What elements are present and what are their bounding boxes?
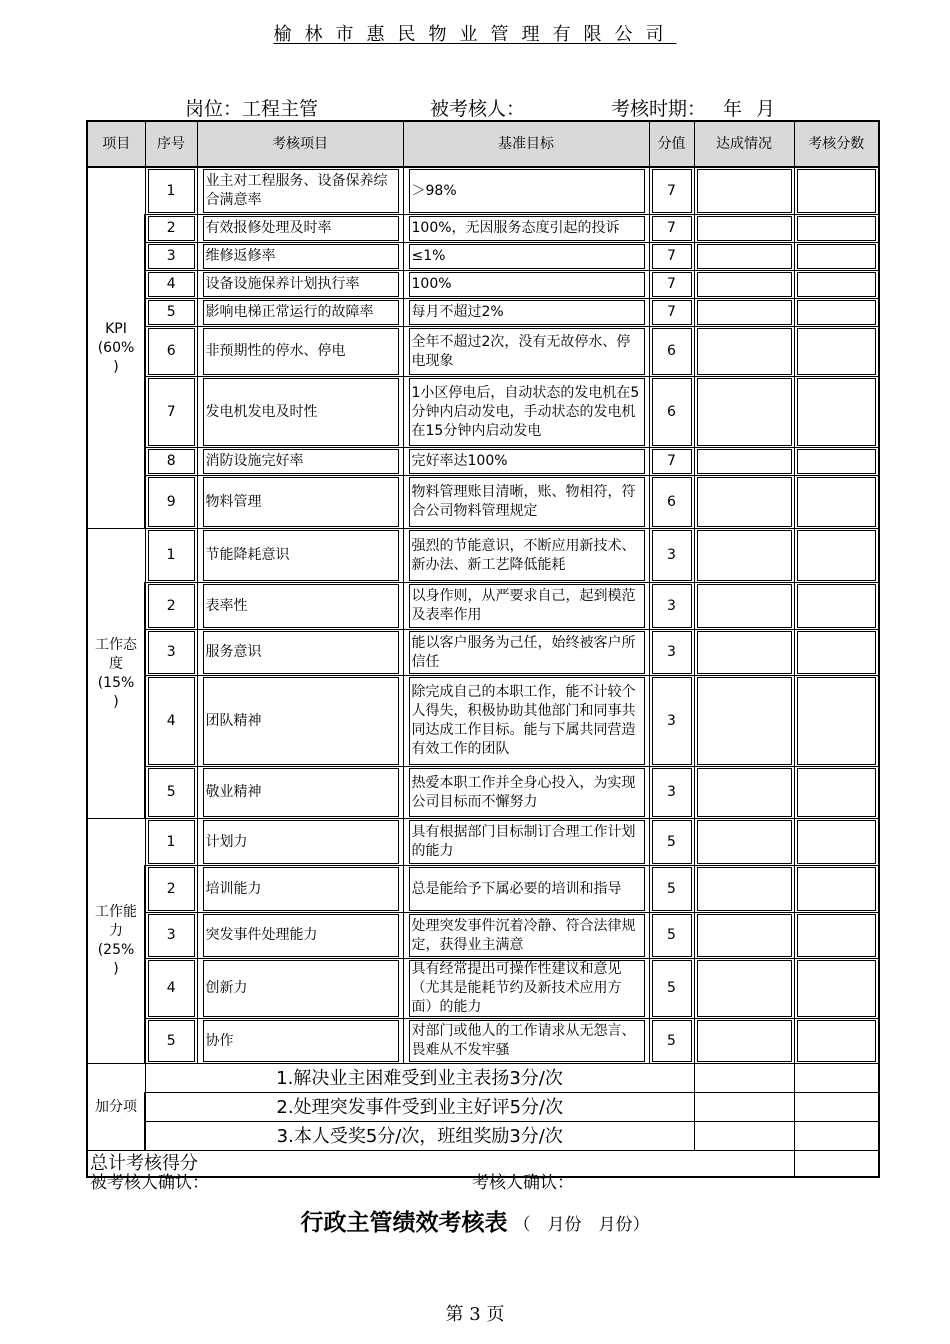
assessment-score-cell-box — [797, 960, 877, 1017]
bonus-achievement-cell[interactable] — [694, 1093, 794, 1122]
benchmark-target — [403, 959, 649, 1019]
assessment-score-cell[interactable] — [794, 913, 879, 959]
benchmark-target — [403, 476, 649, 529]
assessment-item-text: 表率性 — [205, 597, 248, 614]
header-category: 项目 — [87, 121, 145, 167]
row-number-text: 9 — [166, 493, 176, 510]
row-number-text: 3 — [166, 927, 176, 943]
benchmark-target — [403, 583, 649, 630]
score-value-text: 7 — [667, 276, 676, 292]
assessment-item-text: 突发事件处理能力 — [205, 927, 318, 943]
achievement-cell-box — [697, 768, 792, 817]
score-value-text: 5 — [667, 1032, 676, 1049]
score-value-text: 5 — [667, 980, 676, 996]
assessment-score-cell-box — [797, 272, 877, 297]
assessment-item — [197, 529, 403, 583]
score-value — [649, 819, 694, 866]
benchmark-target-text: 完好率达100% — [411, 453, 508, 469]
assessment-item-text: 设备设施保养计划执行率 — [205, 276, 360, 292]
table-row — [87, 583, 879, 630]
assessor-confirm: 考核人确认： — [472, 1173, 574, 1193]
row-number-text: 2 — [166, 597, 176, 614]
assessment-score-cell-box — [797, 631, 877, 674]
assessment-score-cell[interactable] — [794, 271, 879, 299]
year-month-label: 年 月 — [723, 98, 776, 120]
achievement-cell-box — [697, 169, 792, 213]
assessment-item — [197, 583, 403, 630]
assessment-score-cell[interactable] — [794, 959, 879, 1019]
benchmark-target — [403, 448, 649, 476]
benchmark-target — [403, 327, 649, 377]
row-number — [145, 529, 197, 583]
achievement-cell-box — [697, 677, 792, 765]
row-number-text: 5 — [166, 304, 176, 320]
table-row — [87, 767, 879, 819]
benchmark-target-text: 具有根据部门目标制订合理工作计划的能力 — [411, 824, 636, 859]
header-item: 考核项目 — [197, 121, 403, 167]
score-value-text: 7 — [667, 453, 676, 469]
table-row — [87, 243, 879, 271]
assessment-item — [197, 819, 403, 866]
achievement-cell[interactable] — [694, 866, 794, 913]
assessment-score-cell[interactable] — [794, 377, 879, 448]
assessment-score-cell[interactable] — [794, 676, 879, 767]
row-number — [145, 299, 197, 327]
achievement-cell-box — [697, 328, 792, 375]
assessment-item-text: 影响电梯正常运行的故障率 — [205, 304, 374, 320]
achievement-cell[interactable] — [694, 767, 794, 819]
benchmark-target — [403, 1019, 649, 1064]
benchmark-target — [403, 630, 649, 676]
period-label: 考核时期： — [611, 98, 707, 120]
assessment-score-cell-box — [797, 169, 877, 213]
row-number — [145, 959, 197, 1019]
assessment-item-text: 物料管理 — [205, 493, 262, 510]
footer-title — [0, 1204, 950, 1237]
bonus-row — [87, 1093, 879, 1122]
row-number — [145, 167, 197, 215]
achievement-cell-box — [697, 631, 792, 674]
row-number — [145, 583, 197, 630]
score-value-text: 5 — [667, 880, 676, 897]
table-row — [87, 167, 879, 215]
score-value — [649, 583, 694, 630]
bonus-category: 加分项 — [87, 1064, 145, 1151]
table-row — [87, 299, 879, 327]
score-value-text: 3 — [667, 644, 676, 660]
achievement-cell[interactable] — [694, 630, 794, 676]
score-value — [649, 271, 694, 299]
benchmark-target-text: 全年不超过2次，没有无故停水、停电现象 — [411, 333, 631, 369]
assessment-item-text: 业主对工程服务、设备保养综合满意率 — [205, 173, 388, 208]
row-number — [145, 630, 197, 676]
assessment-score-cell-box — [797, 584, 877, 628]
assessment-score-cell-box — [797, 328, 877, 375]
footer-title-main: 行政主管绩效考核表 — [300, 1210, 508, 1236]
achievement-cell[interactable] — [694, 448, 794, 476]
assessment-score-cell[interactable] — [794, 476, 879, 529]
assessee-confirm: 被考核人确认： — [90, 1173, 209, 1193]
score-value-text: 7 — [667, 248, 676, 264]
benchmark-target-text: 对部门或他人的工作请求从无怨言、畏难从不发牢骚 — [411, 1023, 636, 1058]
assessment-score-cell-box — [797, 216, 877, 241]
total-score-cell[interactable] — [794, 1151, 879, 1177]
row-number — [145, 676, 197, 767]
assessment-item-text: 敬业精神 — [205, 784, 262, 800]
achievement-cell[interactable] — [694, 913, 794, 959]
row-number — [145, 866, 197, 913]
assessment-item — [197, 1019, 403, 1064]
benchmark-target — [403, 913, 649, 959]
row-number-text: 3 — [166, 644, 176, 660]
row-number — [145, 327, 197, 377]
row-number-text: 8 — [166, 453, 176, 469]
score-value — [649, 676, 694, 767]
assessment-item — [197, 327, 403, 377]
benchmark-target — [403, 243, 649, 271]
table-row — [87, 215, 879, 243]
score-value — [649, 327, 694, 377]
assessment-item-text: 计划力 — [205, 833, 248, 850]
assessment-score-cell[interactable] — [794, 327, 879, 377]
score-value-text: 3 — [667, 784, 676, 800]
score-value — [649, 959, 694, 1019]
row-number — [145, 377, 197, 448]
assessment-score-cell-box — [797, 768, 877, 817]
row-number-text: 4 — [166, 276, 176, 292]
row-number-text: 3 — [166, 248, 176, 264]
table-row — [87, 913, 879, 959]
total-label: 总计考核得分 — [87, 1151, 794, 1177]
table-row — [87, 448, 879, 476]
achievement-cell-box — [697, 449, 792, 474]
achievement-cell-box — [697, 584, 792, 628]
score-value — [649, 630, 694, 676]
bonus-score-cell[interactable] — [794, 1093, 879, 1122]
table-header-row — [87, 121, 879, 167]
row-number-text: 1 — [166, 182, 176, 199]
assessment-item-text: 培训能力 — [205, 880, 262, 897]
score-value — [649, 377, 694, 448]
assessment-item — [197, 299, 403, 327]
achievement-cell[interactable] — [694, 1019, 794, 1064]
benchmark-target-text: 以身作则，从严要求自己，起到模范及表率作用 — [411, 588, 636, 623]
score-value-text: 7 — [667, 182, 676, 199]
achievement-cell[interactable] — [694, 215, 794, 243]
table-row — [87, 866, 879, 913]
assessment-score-cell-box — [797, 914, 877, 957]
benchmark-target — [403, 299, 649, 327]
score-value-text: 7 — [667, 304, 676, 320]
assessment-item — [197, 167, 403, 215]
achievement-cell-box — [697, 216, 792, 241]
bonus-score-cell[interactable] — [794, 1122, 879, 1151]
achievement-cell[interactable] — [694, 327, 794, 377]
category-cell: 工作态 度 (15% ) — [87, 529, 145, 819]
company-name: 榆林市惠民物业管理有限公司 — [273, 24, 677, 45]
score-value — [649, 866, 694, 913]
achievement-cell[interactable] — [694, 819, 794, 866]
row-number — [145, 243, 197, 271]
benchmark-target-text: 总是能给予下属必要的培训和指导 — [411, 880, 622, 897]
assessment-item — [197, 243, 403, 271]
assessment-score-cell[interactable] — [794, 215, 879, 243]
benchmark-target — [403, 676, 649, 767]
row-number-text: 2 — [166, 880, 176, 897]
benchmark-target — [403, 271, 649, 299]
benchmark-target — [403, 529, 649, 583]
achievement-cell[interactable] — [694, 299, 794, 327]
table-row — [87, 377, 879, 448]
achievement-cell[interactable] — [694, 167, 794, 215]
assessment-item — [197, 215, 403, 243]
benchmark-target — [403, 767, 649, 819]
score-value-text: 6 — [667, 403, 676, 420]
table-row — [87, 1019, 879, 1064]
achievement-cell-box — [697, 914, 792, 957]
bonus-row — [87, 1064, 879, 1093]
category-cell: 工作能 力 (25% ) — [87, 819, 145, 1064]
assessment-score-cell-box — [797, 677, 877, 765]
assessment-item-text: 节能降耗意识 — [205, 547, 290, 563]
row-number — [145, 476, 197, 529]
benchmark-target — [403, 866, 649, 913]
benchmark-target-text: 每月不超过2% — [411, 304, 504, 320]
achievement-cell-box — [697, 530, 792, 581]
assessment-item — [197, 767, 403, 819]
bonus-score-cell[interactable] — [794, 1064, 879, 1093]
page-number: 第 3 页 — [445, 1304, 505, 1325]
assessment-score-cell-box — [797, 820, 877, 864]
assessment-item — [197, 866, 403, 913]
assessment-score-cell-box — [797, 1020, 877, 1062]
assessment-score-cell[interactable] — [794, 243, 879, 271]
assessment-score-cell-box — [797, 378, 877, 446]
assessment-score-cell-box — [797, 244, 877, 269]
score-value-text: 3 — [667, 547, 676, 563]
row-number — [145, 448, 197, 476]
achievement-cell-box — [697, 867, 792, 911]
benchmark-target-text: ＞98% — [411, 182, 457, 199]
bonus-item: 2.处理突发事件受到业主好评5分/次 — [145, 1093, 694, 1122]
assessment-table — [86, 120, 880, 1178]
score-value — [649, 243, 694, 271]
achievement-cell-box — [697, 378, 792, 446]
assessment-item-text: 发电机发电及时性 — [205, 403, 318, 420]
achievement-cell[interactable] — [694, 243, 794, 271]
row-number-text: 5 — [166, 784, 176, 800]
row-number — [145, 819, 197, 866]
assessment-item — [197, 271, 403, 299]
assessment-score-cell[interactable] — [794, 767, 879, 819]
table-row — [87, 327, 879, 377]
assessment-item-text: 创新力 — [205, 980, 248, 996]
benchmark-target-text: 强烈的节能意识，不断应用新技术、新办法、新工艺降低能耗 — [411, 537, 636, 573]
benchmark-target-text: 100% — [411, 276, 452, 292]
benchmark-target-text: 物料管理账目清晰，账、物相符，符合公司物料管理规定 — [411, 484, 636, 519]
assessment-score-cell-box — [797, 530, 877, 581]
assessment-score-cell[interactable] — [794, 583, 879, 630]
table-row — [87, 819, 879, 866]
table-row — [87, 476, 879, 529]
table-row — [87, 676, 879, 767]
benchmark-target-text: 具有经常提出可操作性建议和意见（尤其是能耗节约及新技术应用方面）的能力 — [411, 961, 622, 1015]
score-value — [649, 529, 694, 583]
assessment-item — [197, 476, 403, 529]
assessment-item-text: 服务意识 — [205, 644, 262, 660]
achievement-cell-box — [697, 300, 792, 325]
achievement-cell[interactable] — [694, 583, 794, 630]
row-number-text: 6 — [166, 343, 176, 359]
assessment-item — [197, 913, 403, 959]
score-value — [649, 767, 694, 819]
bonus-row — [87, 1122, 879, 1151]
assessment-score-cell[interactable] — [794, 167, 879, 215]
row-number-text: 2 — [166, 220, 176, 236]
achievement-cell-box — [697, 272, 792, 297]
achievement-cell-box — [697, 960, 792, 1017]
row-number — [145, 271, 197, 299]
benchmark-target-text: 热爱本职工作并全身心投入，为实现公司目标而不懈努力 — [411, 774, 636, 810]
achievement-cell[interactable] — [694, 377, 794, 448]
achievement-cell-box — [697, 1020, 792, 1062]
benchmark-target — [403, 819, 649, 866]
table-row — [87, 271, 879, 299]
assessment-item-text: 协作 — [205, 1032, 234, 1049]
score-value-text: 7 — [667, 220, 676, 236]
table-row — [87, 630, 879, 676]
bonus-item: 3.本人受奖5分/次，班组奖励3分/次 — [145, 1122, 694, 1151]
benchmark-target-text: 除完成自己的本职工作，能不计较个人得失，积极协助其他部门和同事共同达成工作目标。能与下属共同营造有效工作的团队 — [411, 684, 636, 757]
assessment-item — [197, 676, 403, 767]
achievement-cell-box — [697, 244, 792, 269]
row-number-text: 1 — [166, 547, 176, 563]
achievement-cell-box — [697, 477, 792, 527]
row-number — [145, 913, 197, 959]
header-achievement: 达成情况 — [694, 121, 794, 167]
bonus-achievement-cell[interactable] — [694, 1064, 794, 1093]
score-value — [649, 215, 694, 243]
row-number-text: 7 — [166, 403, 176, 420]
position-label: 岗位：工程主管 — [185, 98, 319, 120]
assessment-score-cell[interactable] — [794, 819, 879, 866]
footer-title-sub: （ 月份 月份） — [513, 1215, 650, 1235]
benchmark-target — [403, 377, 649, 448]
achievement-cell[interactable] — [694, 529, 794, 583]
row-number-text: 4 — [166, 980, 176, 996]
table-body — [87, 167, 879, 1177]
score-value-text: 3 — [667, 712, 676, 729]
score-value — [649, 913, 694, 959]
assessment-score-cell-box — [797, 477, 877, 527]
row-number-text: 5 — [166, 1032, 176, 1049]
assessment-item-text: 消防设施完好率 — [205, 453, 304, 469]
score-value-text: 6 — [667, 343, 676, 359]
bonus-item: 1.解决业主困难受到业主表扬3分/次 — [145, 1064, 694, 1093]
row-number-text: 1 — [166, 833, 176, 850]
header-score: 分值 — [649, 121, 694, 167]
score-value-text: 3 — [667, 597, 676, 614]
benchmark-target-text: 100%，无因服务态度引起的投诉 — [411, 220, 620, 236]
benchmark-target — [403, 167, 649, 215]
score-value — [649, 167, 694, 215]
score-value — [649, 299, 694, 327]
assessment-item — [197, 630, 403, 676]
assessment-item-text: 团队精神 — [205, 712, 262, 729]
row-number-text: 4 — [166, 712, 176, 729]
achievement-cell[interactable] — [694, 476, 794, 529]
assessment-item-text: 维修返修率 — [205, 248, 276, 264]
achievement-cell[interactable] — [694, 271, 794, 299]
assessment-score-cell[interactable] — [794, 448, 879, 476]
category-cell: KPI (60% ) — [87, 167, 145, 529]
assessment-item — [197, 959, 403, 1019]
assessment-score-cell[interactable] — [794, 866, 879, 913]
benchmark-target-text: 1小区停电后，自动状态的发电机在5分钟内启动发电，手动状态的发电机在15分钟内启动发电 — [411, 384, 640, 439]
assessee-label: 被考核人： — [430, 98, 526, 120]
assessment-score-cell-box — [797, 867, 877, 911]
score-value — [649, 1019, 694, 1064]
assessment-item — [197, 448, 403, 476]
score-value — [649, 476, 694, 529]
score-value-text: 5 — [667, 927, 676, 943]
assessment-item — [197, 377, 403, 448]
score-value-text: 6 — [667, 493, 676, 510]
assessment-score-cell[interactable] — [794, 630, 879, 676]
assessment-item-text: 有效报修处理及时率 — [205, 220, 332, 236]
row-number — [145, 1019, 197, 1064]
score-value-text: 5 — [667, 833, 676, 850]
row-number — [145, 215, 197, 243]
achievement-cell[interactable] — [694, 959, 794, 1019]
benchmark-target-text: ≤1% — [411, 248, 446, 264]
benchmark-target — [403, 215, 649, 243]
bonus-achievement-cell[interactable] — [694, 1122, 794, 1151]
assessment-score-cell-box — [797, 449, 877, 474]
assessment-score-cell[interactable] — [794, 529, 879, 583]
benchmark-target-text: 处理突发事件沉着冷静、符合法律规定，获得业主满意 — [411, 917, 636, 953]
achievement-cell-box — [697, 820, 792, 864]
table-row — [87, 959, 879, 1019]
header-target: 基准目标 — [403, 121, 649, 167]
assessment-item-text: 非预期性的停水、停电 — [205, 343, 346, 359]
achievement-cell[interactable] — [694, 676, 794, 767]
header-assessment-score: 考核分数 — [794, 121, 879, 167]
row-number — [145, 767, 197, 819]
header-number: 序号 — [145, 121, 197, 167]
benchmark-target-text: 能以客户服务为己任，始终被客户所信任 — [411, 634, 636, 670]
table-row — [87, 529, 879, 583]
assessment-score-cell[interactable] — [794, 1019, 879, 1064]
score-value — [649, 448, 694, 476]
assessment-score-cell[interactable] — [794, 299, 879, 327]
assessment-score-cell-box — [797, 300, 877, 325]
